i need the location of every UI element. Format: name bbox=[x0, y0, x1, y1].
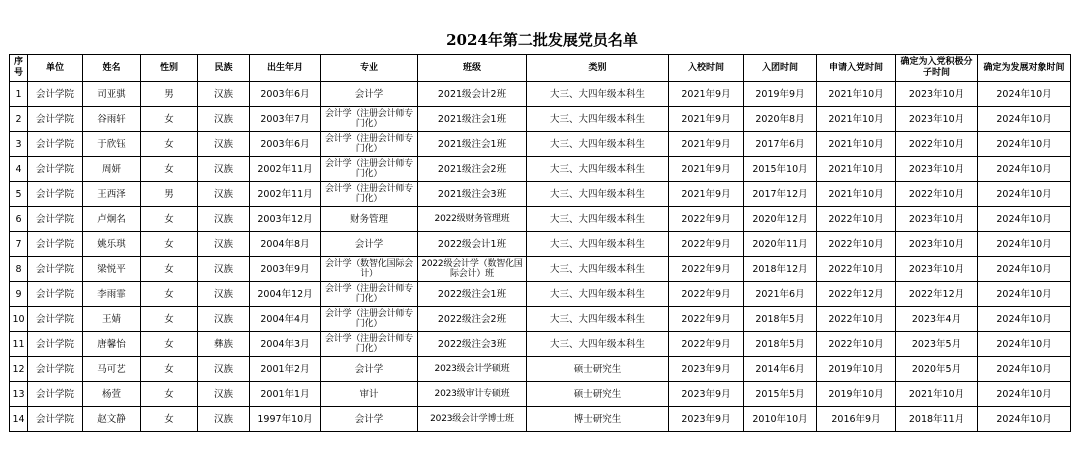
cell-col-unit: 会计学院 bbox=[28, 257, 83, 282]
member-list-table bbox=[9, 54, 1071, 432]
cell-col-enrollment: 2023年9月 bbox=[669, 382, 744, 407]
cell-col-major: 会计学（注册会计师专门化） bbox=[321, 282, 418, 307]
cell-col-gender: 女 bbox=[141, 407, 198, 432]
cell-col-category: 大三、大四年级本科生 bbox=[527, 207, 669, 232]
cell-col-birth: 2003年7月 bbox=[250, 107, 321, 132]
cell-col-seq: 12 bbox=[10, 357, 28, 382]
cell-col-name: 谷雨轩 bbox=[83, 107, 141, 132]
cell-col-name: 周妍 bbox=[83, 157, 141, 182]
cell-col-birth: 2001年1月 bbox=[250, 382, 321, 407]
header-col-gender: 性别 bbox=[141, 55, 198, 82]
cell-col-league: 2020年12月 bbox=[744, 207, 817, 232]
cell-col-league: 2015年10月 bbox=[744, 157, 817, 182]
cell-col-activist: 2023年10月 bbox=[896, 232, 978, 257]
cell-col-party-application: 2022年10月 bbox=[817, 332, 896, 357]
header-row bbox=[10, 55, 1071, 82]
cell-col-unit: 会计学院 bbox=[28, 357, 83, 382]
cell-col-league: 2018年5月 bbox=[744, 332, 817, 357]
cell-col-development-target: 2024年10月 bbox=[978, 332, 1071, 357]
cell-col-league: 2015年5月 bbox=[744, 382, 817, 407]
cell-col-birth: 2004年4月 bbox=[250, 307, 321, 332]
cell-col-seq: 11 bbox=[10, 332, 28, 357]
cell-col-activist: 2023年10月 bbox=[896, 107, 978, 132]
cell-col-development-target: 2024年10月 bbox=[978, 157, 1071, 182]
cell-col-birth: 2004年12月 bbox=[250, 282, 321, 307]
header-col-unit: 单位 bbox=[28, 55, 83, 82]
cell-col-class: 2021级注会2班 bbox=[418, 157, 527, 182]
cell-col-party-application: 2019年10月 bbox=[817, 382, 896, 407]
table-row bbox=[10, 82, 1071, 107]
cell-col-major: 会计学 bbox=[321, 357, 418, 382]
cell-col-seq: 1 bbox=[10, 82, 28, 107]
cell-col-party-application: 2022年10月 bbox=[817, 207, 896, 232]
table-row bbox=[10, 257, 1071, 282]
cell-col-class: 2022级财务管理班 bbox=[418, 207, 527, 232]
cell-col-ethnicity: 汉族 bbox=[198, 232, 250, 257]
cell-col-ethnicity: 汉族 bbox=[198, 382, 250, 407]
cell-col-party-application: 2022年10月 bbox=[817, 257, 896, 282]
cell-col-league: 2019年9月 bbox=[744, 82, 817, 107]
cell-col-major: 会计学（注册会计师专门化） bbox=[321, 332, 418, 357]
cell-col-category: 硕士研究生 bbox=[527, 357, 669, 382]
cell-col-activist: 2023年10月 bbox=[896, 82, 978, 107]
header-col-activist: 确定为入党积极分子时间 bbox=[896, 55, 978, 82]
cell-col-major: 财务管理 bbox=[321, 207, 418, 232]
cell-col-enrollment: 2021年9月 bbox=[669, 107, 744, 132]
cell-col-seq: 10 bbox=[10, 307, 28, 332]
cell-col-league: 2018年12月 bbox=[744, 257, 817, 282]
header-col-class: 班级 bbox=[418, 55, 527, 82]
cell-col-seq: 14 bbox=[10, 407, 28, 432]
cell-col-league: 2017年12月 bbox=[744, 182, 817, 207]
cell-col-class: 2022级注会3班 bbox=[418, 332, 527, 357]
cell-col-seq: 7 bbox=[10, 232, 28, 257]
cell-col-ethnicity: 汉族 bbox=[198, 307, 250, 332]
cell-col-name: 赵文静 bbox=[83, 407, 141, 432]
cell-col-unit: 会计学院 bbox=[28, 182, 83, 207]
cell-col-category: 大三、大四年级本科生 bbox=[527, 257, 669, 282]
cell-col-league: 2018年5月 bbox=[744, 307, 817, 332]
cell-col-development-target: 2024年10月 bbox=[978, 182, 1071, 207]
cell-col-party-application: 2022年10月 bbox=[817, 232, 896, 257]
cell-col-enrollment: 2022年9月 bbox=[669, 282, 744, 307]
cell-col-class: 2022级注会1班 bbox=[418, 282, 527, 307]
cell-col-birth: 2002年11月 bbox=[250, 157, 321, 182]
cell-col-seq: 8 bbox=[10, 257, 28, 282]
cell-col-league: 2017年6月 bbox=[744, 132, 817, 157]
cell-col-major: 会计学（注册会计师专门化） bbox=[321, 307, 418, 332]
header-col-birth: 出生年月 bbox=[250, 55, 321, 82]
cell-col-gender: 女 bbox=[141, 107, 198, 132]
cell-col-league: 2021年6月 bbox=[744, 282, 817, 307]
cell-col-activist: 2020年5月 bbox=[896, 357, 978, 382]
table-row bbox=[10, 307, 1071, 332]
cell-col-seq: 2 bbox=[10, 107, 28, 132]
cell-col-birth: 1997年10月 bbox=[250, 407, 321, 432]
cell-col-class: 2022级会计1班 bbox=[418, 232, 527, 257]
cell-col-league: 2020年8月 bbox=[744, 107, 817, 132]
header-col-name: 姓名 bbox=[83, 55, 141, 82]
cell-col-ethnicity: 汉族 bbox=[198, 107, 250, 132]
cell-col-league: 2020年11月 bbox=[744, 232, 817, 257]
cell-col-enrollment: 2021年9月 bbox=[669, 132, 744, 157]
cell-col-category: 大三、大四年级本科生 bbox=[527, 157, 669, 182]
cell-col-gender: 女 bbox=[141, 332, 198, 357]
cell-col-activist: 2022年10月 bbox=[896, 182, 978, 207]
cell-col-party-application: 2021年10月 bbox=[817, 157, 896, 182]
cell-col-development-target: 2024年10月 bbox=[978, 357, 1071, 382]
cell-col-category: 大三、大四年级本科生 bbox=[527, 82, 669, 107]
cell-col-major: 审计 bbox=[321, 382, 418, 407]
cell-col-activist: 2023年10月 bbox=[896, 207, 978, 232]
cell-col-gender: 女 bbox=[141, 207, 198, 232]
cell-col-gender: 男 bbox=[141, 182, 198, 207]
cell-col-category: 硕士研究生 bbox=[527, 382, 669, 407]
header-col-league: 入团时间 bbox=[744, 55, 817, 82]
cell-col-unit: 会计学院 bbox=[28, 407, 83, 432]
cell-col-party-application: 2019年10月 bbox=[817, 357, 896, 382]
header-col-major: 专业 bbox=[321, 55, 418, 82]
cell-col-name: 王婧 bbox=[83, 307, 141, 332]
cell-col-ethnicity: 汉族 bbox=[198, 257, 250, 282]
cell-col-name: 李雨霏 bbox=[83, 282, 141, 307]
table-row bbox=[10, 182, 1071, 207]
cell-col-unit: 会计学院 bbox=[28, 82, 83, 107]
cell-col-gender: 男 bbox=[141, 82, 198, 107]
cell-col-name: 卢炯名 bbox=[83, 207, 141, 232]
cell-col-seq: 6 bbox=[10, 207, 28, 232]
cell-col-major: 会计学（注册会计师专门化） bbox=[321, 107, 418, 132]
cell-col-development-target: 2024年10月 bbox=[978, 132, 1071, 157]
cell-col-party-application: 2022年12月 bbox=[817, 282, 896, 307]
cell-col-gender: 女 bbox=[141, 232, 198, 257]
cell-col-birth: 2002年11月 bbox=[250, 182, 321, 207]
cell-col-ethnicity: 汉族 bbox=[198, 132, 250, 157]
cell-col-gender: 女 bbox=[141, 257, 198, 282]
table-row bbox=[10, 282, 1071, 307]
header-col-party-application: 申请入党时间 bbox=[817, 55, 896, 82]
table-row bbox=[10, 382, 1071, 407]
cell-col-unit: 会计学院 bbox=[28, 332, 83, 357]
cell-col-major: 会计学 bbox=[321, 232, 418, 257]
cell-col-name: 王西泽 bbox=[83, 182, 141, 207]
cell-col-unit: 会计学院 bbox=[28, 307, 83, 332]
cell-col-league: 2010年10月 bbox=[744, 407, 817, 432]
cell-col-birth: 2004年8月 bbox=[250, 232, 321, 257]
cell-col-seq: 13 bbox=[10, 382, 28, 407]
cell-col-ethnicity: 汉族 bbox=[198, 357, 250, 382]
cell-col-development-target: 2024年10月 bbox=[978, 407, 1071, 432]
header-col-development-target: 确定为发展对象时间 bbox=[978, 55, 1071, 82]
cell-col-seq: 5 bbox=[10, 182, 28, 207]
cell-col-class: 2022级会计学（数智化国际会计）班 bbox=[418, 257, 527, 282]
cell-col-enrollment: 2022年9月 bbox=[669, 232, 744, 257]
cell-col-unit: 会计学院 bbox=[28, 232, 83, 257]
cell-col-name: 姚乐琪 bbox=[83, 232, 141, 257]
cell-col-name: 司亚骐 bbox=[83, 82, 141, 107]
cell-col-birth: 2001年2月 bbox=[250, 357, 321, 382]
cell-col-major: 会计学（数智化国际会计） bbox=[321, 257, 418, 282]
cell-col-class: 2021级注会3班 bbox=[418, 182, 527, 207]
cell-col-birth: 2004年3月 bbox=[250, 332, 321, 357]
cell-col-gender: 女 bbox=[141, 357, 198, 382]
cell-col-party-application: 2021年10月 bbox=[817, 82, 896, 107]
header-col-seq: 序号 bbox=[10, 55, 28, 82]
cell-col-enrollment: 2022年9月 bbox=[669, 307, 744, 332]
cell-col-development-target: 2024年10月 bbox=[978, 257, 1071, 282]
cell-col-category: 大三、大四年级本科生 bbox=[527, 232, 669, 257]
cell-col-development-target: 2024年10月 bbox=[978, 282, 1071, 307]
cell-col-enrollment: 2022年9月 bbox=[669, 207, 744, 232]
cell-col-enrollment: 2023年9月 bbox=[669, 357, 744, 382]
cell-col-gender: 女 bbox=[141, 157, 198, 182]
cell-col-league: 2014年6月 bbox=[744, 357, 817, 382]
cell-col-development-target: 2024年10月 bbox=[978, 107, 1071, 132]
cell-col-party-application: 2021年10月 bbox=[817, 107, 896, 132]
cell-col-ethnicity: 汉族 bbox=[198, 282, 250, 307]
cell-col-activist: 2023年5月 bbox=[896, 332, 978, 357]
cell-col-development-target: 2024年10月 bbox=[978, 307, 1071, 332]
cell-col-party-application: 2022年10月 bbox=[817, 307, 896, 332]
cell-col-development-target: 2024年10月 bbox=[978, 82, 1071, 107]
cell-col-development-target: 2024年10月 bbox=[978, 207, 1071, 232]
cell-col-activist: 2022年12月 bbox=[896, 282, 978, 307]
cell-col-unit: 会计学院 bbox=[28, 157, 83, 182]
table-row bbox=[10, 107, 1071, 132]
cell-col-gender: 女 bbox=[141, 382, 198, 407]
cell-col-category: 大三、大四年级本科生 bbox=[527, 182, 669, 207]
cell-col-unit: 会计学院 bbox=[28, 282, 83, 307]
cell-col-major: 会计学（注册会计师专门化） bbox=[321, 182, 418, 207]
cell-col-name: 唐馨怡 bbox=[83, 332, 141, 357]
header-col-category: 类别 bbox=[527, 55, 669, 82]
cell-col-category: 博士研究生 bbox=[527, 407, 669, 432]
cell-col-class: 2021级注会1班 bbox=[418, 107, 527, 132]
table-row bbox=[10, 207, 1071, 232]
cell-col-birth: 2003年9月 bbox=[250, 257, 321, 282]
cell-col-activist: 2023年10月 bbox=[896, 157, 978, 182]
cell-col-class: 2022级注会2班 bbox=[418, 307, 527, 332]
cell-col-enrollment: 2021年9月 bbox=[669, 182, 744, 207]
header-col-ethnicity: 民族 bbox=[198, 55, 250, 82]
cell-col-party-application: 2016年9月 bbox=[817, 407, 896, 432]
cell-col-ethnicity: 汉族 bbox=[198, 182, 250, 207]
cell-col-activist: 2021年10月 bbox=[896, 382, 978, 407]
cell-col-unit: 会计学院 bbox=[28, 132, 83, 157]
cell-col-birth: 2003年12月 bbox=[250, 207, 321, 232]
cell-col-birth: 2003年6月 bbox=[250, 82, 321, 107]
cell-col-activist: 2023年10月 bbox=[896, 257, 978, 282]
cell-col-development-target: 2024年10月 bbox=[978, 382, 1071, 407]
cell-col-class: 2023级会计学硕班 bbox=[418, 357, 527, 382]
cell-col-seq: 9 bbox=[10, 282, 28, 307]
cell-col-activist: 2022年10月 bbox=[896, 132, 978, 157]
cell-col-category: 大三、大四年级本科生 bbox=[527, 307, 669, 332]
cell-col-enrollment: 2023年9月 bbox=[669, 407, 744, 432]
cell-col-major: 会计学 bbox=[321, 407, 418, 432]
cell-col-gender: 女 bbox=[141, 282, 198, 307]
cell-col-class: 2023级审计专硕班 bbox=[418, 382, 527, 407]
cell-col-enrollment: 2022年9月 bbox=[669, 257, 744, 282]
table-row bbox=[10, 357, 1071, 382]
cell-col-party-application: 2021年10月 bbox=[817, 182, 896, 207]
document-title: 2024年第二批发展党员名单 bbox=[446, 31, 638, 49]
cell-col-major: 会计学（注册会计师专门化） bbox=[321, 132, 418, 157]
cell-col-ethnicity: 彝族 bbox=[198, 332, 250, 357]
cell-col-unit: 会计学院 bbox=[28, 107, 83, 132]
table-row bbox=[10, 332, 1071, 357]
cell-col-enrollment: 2021年9月 bbox=[669, 157, 744, 182]
cell-col-class: 2021级会计2班 bbox=[418, 82, 527, 107]
cell-col-gender: 女 bbox=[141, 132, 198, 157]
table-row bbox=[10, 407, 1071, 432]
cell-col-major: 会计学 bbox=[321, 82, 418, 107]
cell-col-name: 马可艺 bbox=[83, 357, 141, 382]
cell-col-name: 于欣钰 bbox=[83, 132, 141, 157]
cell-col-unit: 会计学院 bbox=[28, 382, 83, 407]
cell-col-seq: 4 bbox=[10, 157, 28, 182]
cell-col-name: 杨萱 bbox=[83, 382, 141, 407]
cell-col-development-target: 2024年10月 bbox=[978, 232, 1071, 257]
cell-col-activist: 2023年4月 bbox=[896, 307, 978, 332]
cell-col-seq: 3 bbox=[10, 132, 28, 157]
cell-col-ethnicity: 汉族 bbox=[198, 82, 250, 107]
cell-col-party-application: 2021年10月 bbox=[817, 132, 896, 157]
cell-col-gender: 女 bbox=[141, 307, 198, 332]
cell-col-ethnicity: 汉族 bbox=[198, 407, 250, 432]
cell-col-class: 2023级会计学博士班 bbox=[418, 407, 527, 432]
cell-col-enrollment: 2021年9月 bbox=[669, 82, 744, 107]
cell-col-unit: 会计学院 bbox=[28, 207, 83, 232]
cell-col-ethnicity: 汉族 bbox=[198, 157, 250, 182]
cell-col-ethnicity: 汉族 bbox=[198, 207, 250, 232]
cell-col-category: 大三、大四年级本科生 bbox=[527, 332, 669, 357]
cell-col-birth: 2003年6月 bbox=[250, 132, 321, 157]
cell-col-category: 大三、大四年级本科生 bbox=[527, 282, 669, 307]
cell-col-major: 会计学（注册会计师专门化） bbox=[321, 157, 418, 182]
cell-col-name: 梁悦平 bbox=[83, 257, 141, 282]
table-row bbox=[10, 132, 1071, 157]
cell-col-class: 2021级注会1班 bbox=[418, 132, 527, 157]
cell-col-enrollment: 2022年9月 bbox=[669, 332, 744, 357]
cell-col-category: 大三、大四年级本科生 bbox=[527, 107, 669, 132]
header-col-enrollment: 入校时间 bbox=[669, 55, 744, 82]
cell-col-category: 大三、大四年级本科生 bbox=[527, 132, 669, 157]
table-row bbox=[10, 157, 1071, 182]
table-row bbox=[10, 232, 1071, 257]
cell-col-activist: 2018年11月 bbox=[896, 407, 978, 432]
